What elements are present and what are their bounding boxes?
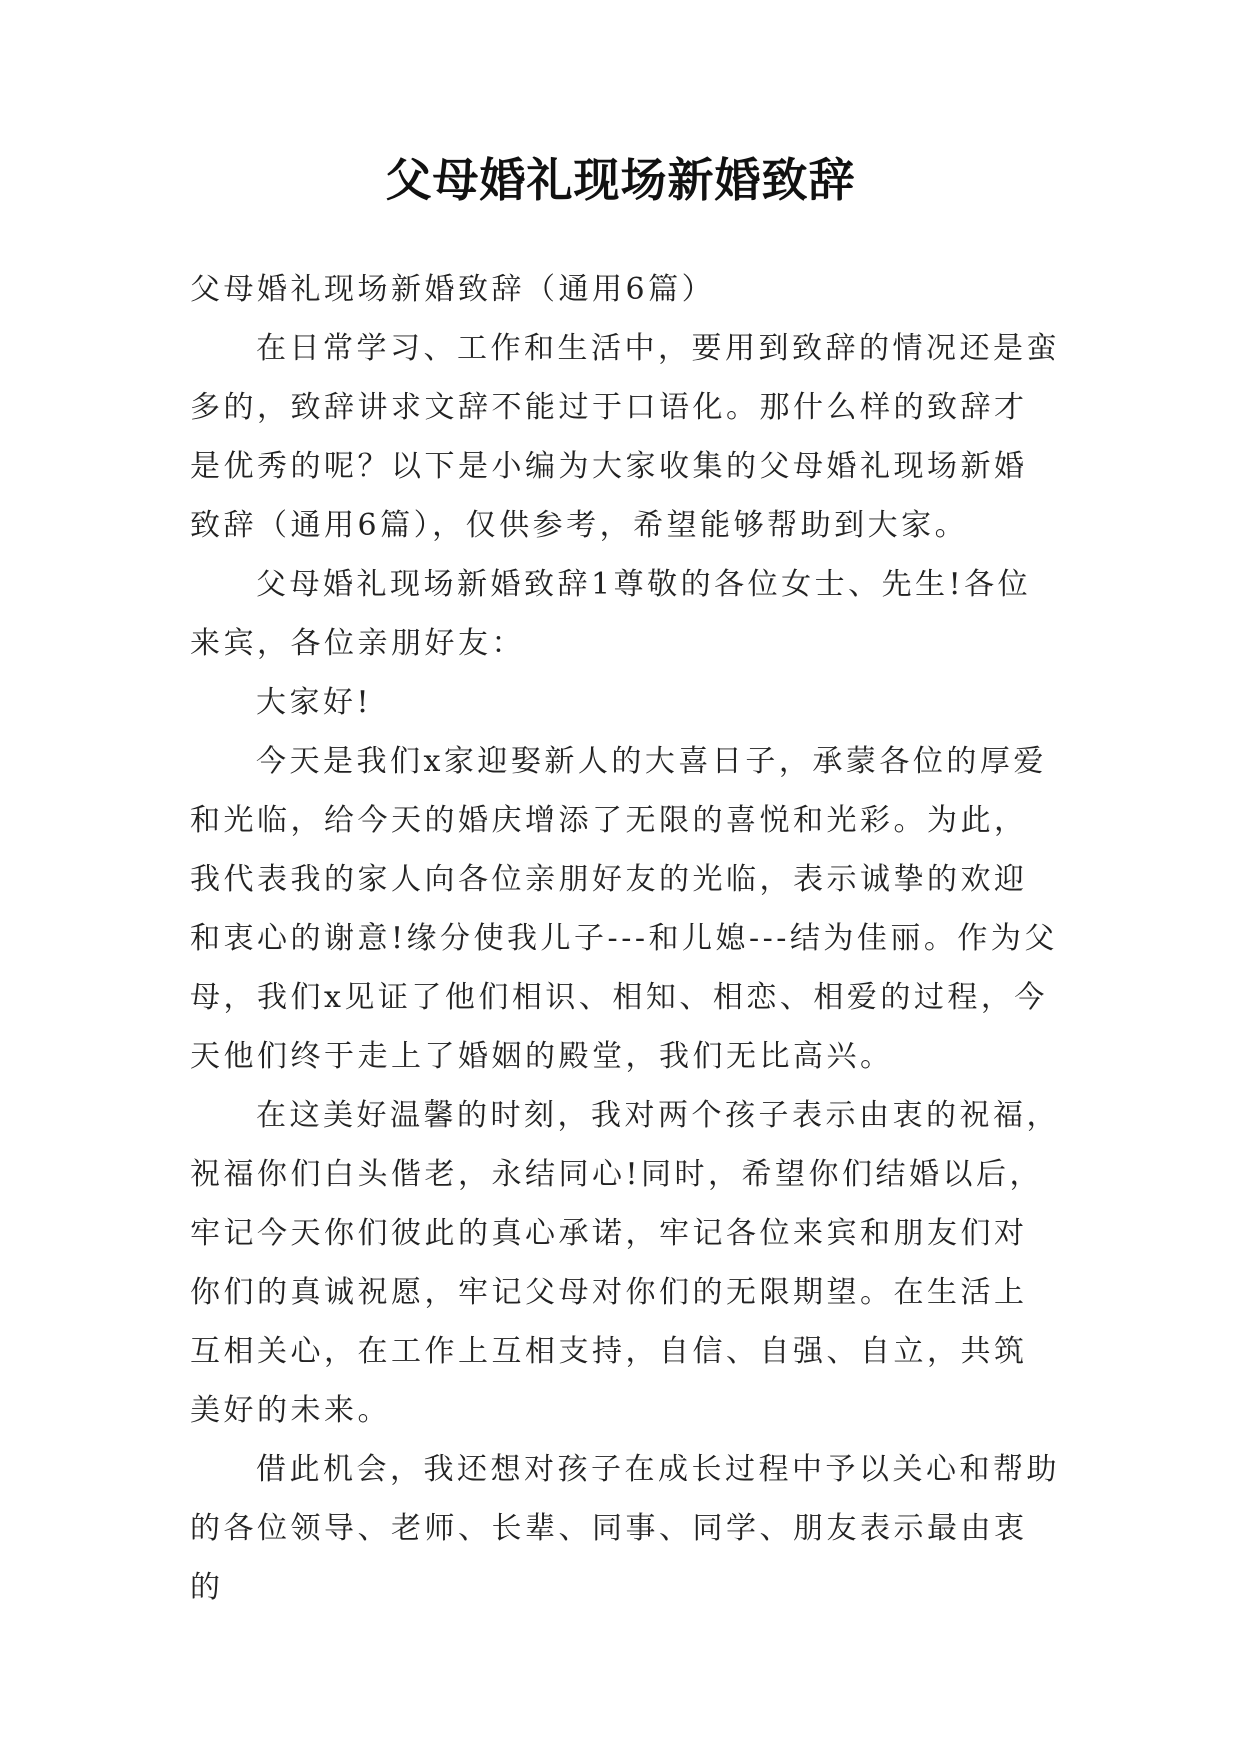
subtitle-paragraph: 父母婚礼现场新婚致辞（通用6篇）: [190, 272, 716, 307]
speech-heading-paragraph: 父母婚礼现场新婚致辞1尊敬的各位女士、先生!各位来宾，各位亲朋好友：: [190, 567, 1032, 661]
document-title: 父母婚礼现场新婚致辞: [385, 153, 856, 207]
document-body: [190, 260, 1060, 1617]
body-paragraph: 借此机会，我还想对孩子在成长过程中予以关心和帮助的各位领导、老师、长辈、同事、同学、朋友表示最由衷的: [190, 1452, 1060, 1605]
body-paragraph: 今天是我们x家迎娶新人的大喜日子，承蒙各位的厚爱和光临，给今天的婚庆增添了无限的喜悦和光彩。为此，我代表我的家人向各位亲朋好友的光临，表示诚挚的欢迎和衷心的谢意!缘分使我儿子---和儿媳---结为佳丽。作为父母，我们x见证了他们相识、相知、相恋、相爱的过程，今天他们终于走上了婚姻的殿堂，我们无比高兴。: [190, 744, 1058, 1074]
body-paragraph: 在这美好温馨的时刻，我对两个孩子表示由衷的祝福，祝福你们白头偕老，永结同心!同时，希望你们结婚以后，牢记今天你们彼此的真心承诺，牢记各位来宾和朋友们对你们的真诚祝愿，牢记父母对你们的无限期望。在生活上互相关心，在工作上互相支持，自信、自强、自立，共筑美好的未来。: [190, 1098, 1060, 1428]
intro-paragraph: 在日常学习、工作和生活中，要用到致辞的情况还是蛮多的，致辞讲求文辞不能过于口语化。那什么样的致辞才是优秀的呢？以下是小编为大家收集的父母婚礼现场新婚致辞（通用6篇），仅供参考，希望能够帮助到大家。: [190, 331, 1060, 543]
greeting-paragraph: 大家好!: [256, 685, 373, 720]
